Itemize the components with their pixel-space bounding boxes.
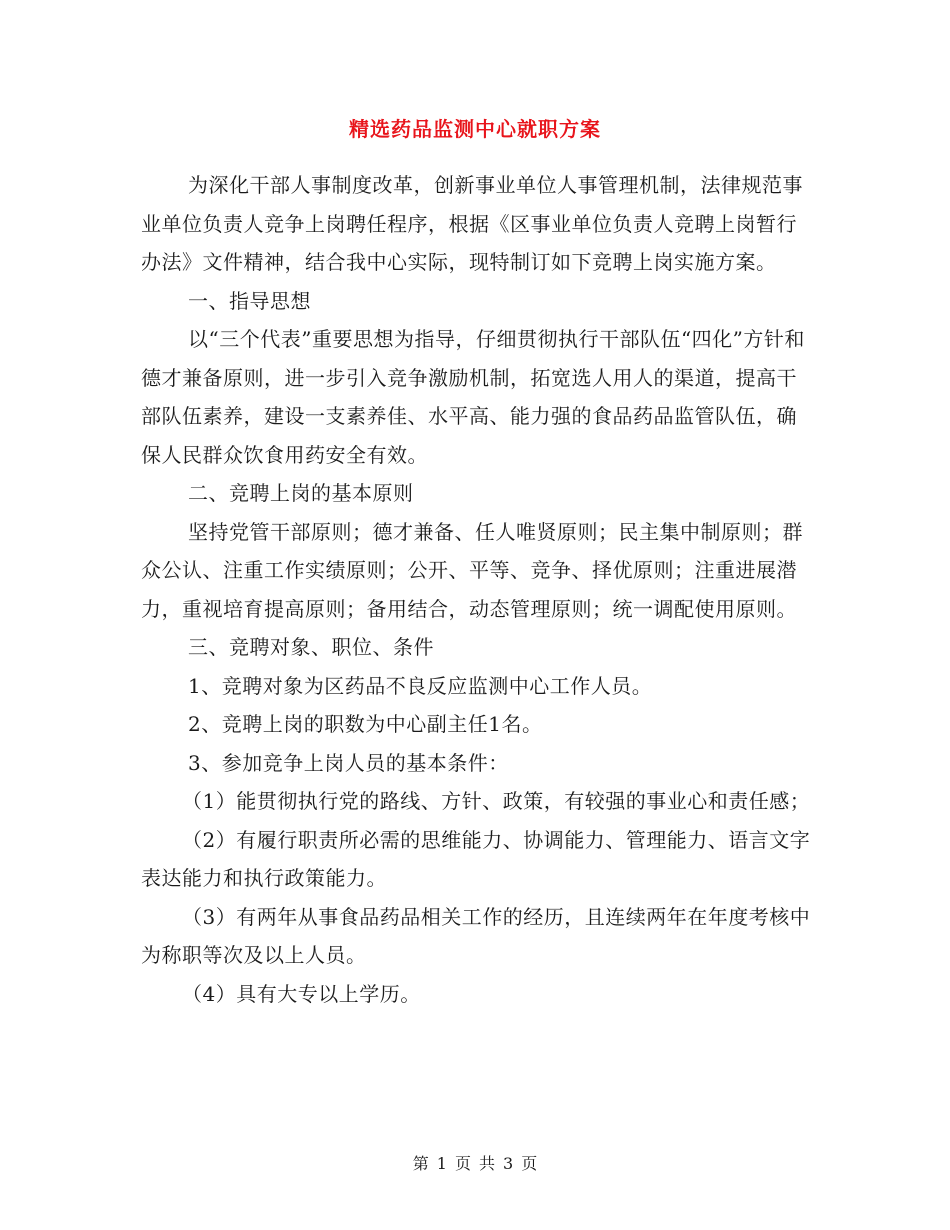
section-heading-guiding-thought: 一、指导思想 <box>188 288 311 313</box>
footer-page-unit: 页 <box>454 1154 471 1173</box>
footer-total-pages: 3 <box>503 1154 514 1173</box>
list-item-positions: 2、竞聘上岗的职数为中心副主任1名。 <box>188 712 543 736</box>
section-heading-targets-positions-conditions: 三、竞聘对象、职位、条件 <box>188 635 434 659</box>
condition-item-1: （1）能贯彻执行党的路线、方针、政策，有较强的事业心和责任感； <box>182 789 811 813</box>
condition-item-3: （3）有两年从事食品药品相关工作的经历，且连续两年在年度考核中为称职等次及以上人员。 <box>141 904 811 967</box>
document-title: 精选药品监测中心就职方案 <box>349 117 601 141</box>
footer-page-number: 1 <box>436 1154 447 1173</box>
list-item-conditions: 3、参加竞争上岗人员的基本条件： <box>188 750 509 775</box>
list-item-targets: 1、竞聘对象为区药品不良反应监测中心工作人员。 <box>188 673 653 698</box>
footer-total-prefix: 共 <box>479 1154 496 1173</box>
section-heading-basic-principles: 二、竞聘上岗的基本原则 <box>188 481 414 505</box>
footer-total-unit: 页 <box>521 1154 538 1173</box>
page-footer <box>0 1152 950 1176</box>
footer-prefix: 第 <box>412 1154 429 1173</box>
intro-paragraph: 为深化干部人事制度改革，创新事业单位人事管理机制，法律规范事业单位负责人竞争上岗聘任程序，根据《区事业单位负责人竞聘上岗暂行办法》文件精神，结合我中心实际，现特制订如下竞聘上岗实施方案。 <box>141 173 803 274</box>
condition-item-2: （2）有履行职责所必需的思维能力、协调能力、管理能力、语言文字表达能力和执行政策能力。 <box>141 827 811 890</box>
condition-item-4: （4）具有大专以上学历。 <box>182 981 421 1006</box>
document-body <box>141 166 813 1013</box>
basic-principles-paragraph: 坚持党管干部原则；德才兼备、任人唯贤原则；民主集中制原则；群众公认、注重工作实绩原则；公开、平等、竞争、择优原则；注重进展潜力，重视培育提高原则；备用结合，动态管理原则；统一调配使用原则。 <box>141 519 803 621</box>
guiding-thought-paragraph: 以“三个代表”重要思想为指导，仔细贯彻执行干部队伍“四化”方针和德才兼备原则，进一步引入竞争激励机制，拓宽选人用人的渠道，提高干部队伍素养，建设一支素养佳、水平高、能力强的食品药品监管队伍，确保人民群众饮食用药安全有效。 <box>141 327 805 467</box>
